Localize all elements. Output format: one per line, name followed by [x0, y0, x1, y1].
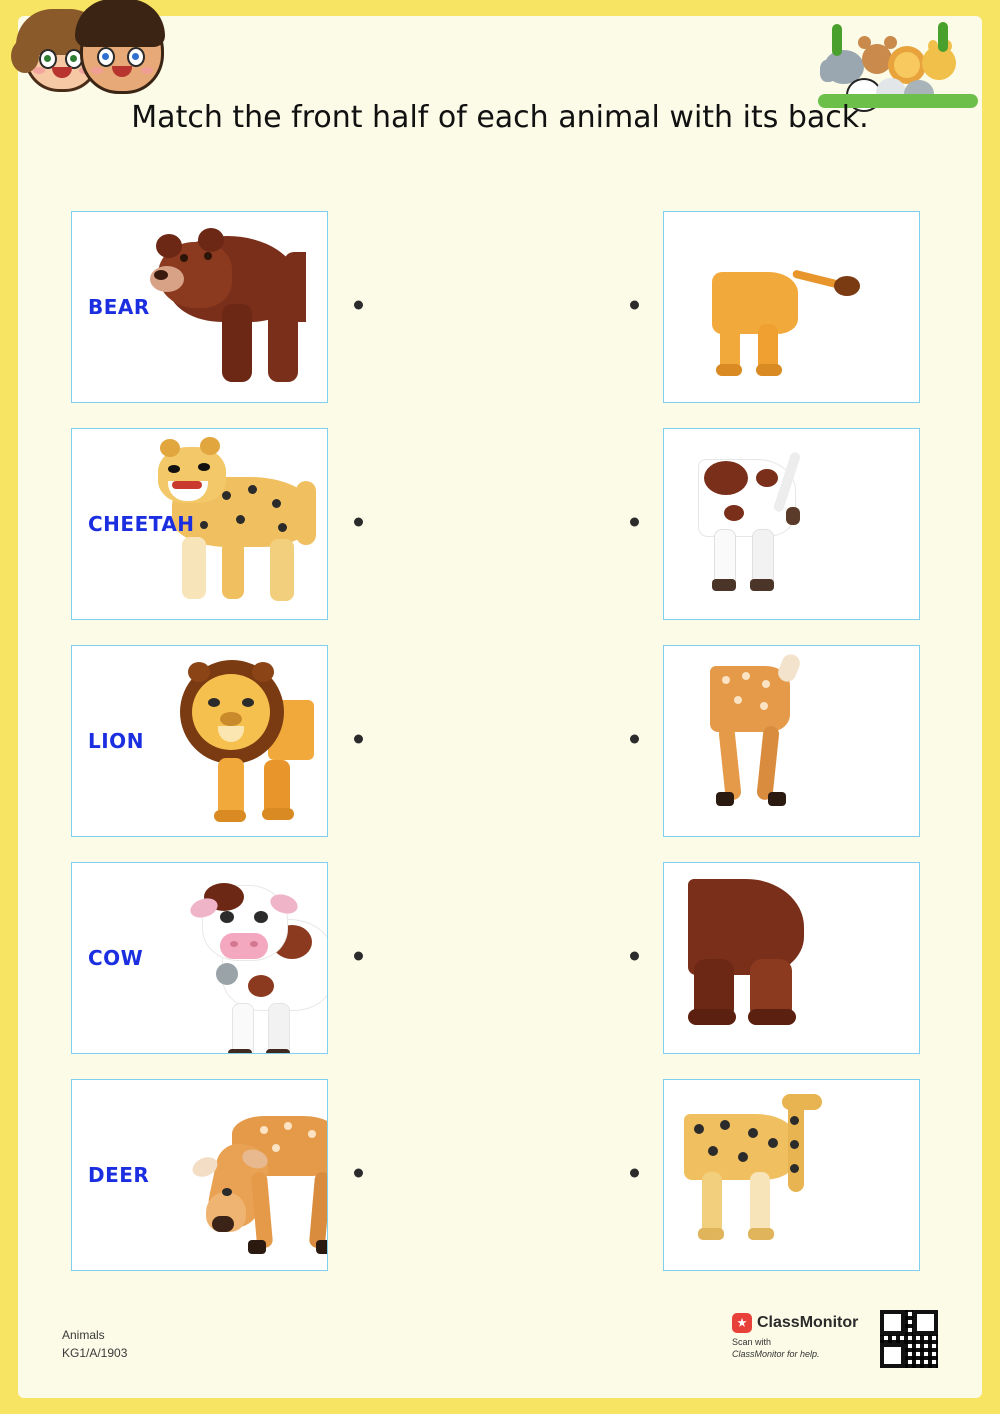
- page-title: Match the front half of each animal with its back.: [131, 100, 869, 135]
- deer-back-icon: [664, 646, 919, 836]
- qr-code[interactable]: [880, 1310, 938, 1368]
- connector-dot-left[interactable]: [354, 517, 363, 526]
- left-card-cow[interactable]: [71, 862, 328, 1054]
- match-row: [18, 1064, 982, 1281]
- worksheet-meta: [62, 1326, 127, 1362]
- right-card-lion-back[interactable]: [663, 211, 920, 403]
- connector-dot-left[interactable]: [354, 1168, 363, 1177]
- match-row: [18, 847, 982, 1064]
- matching-grid: [18, 196, 982, 1281]
- connector-dot-left[interactable]: [354, 734, 363, 743]
- connector-dot-right[interactable]: [630, 517, 639, 526]
- card-label: BEAR: [88, 295, 150, 319]
- left-card-lion[interactable]: [71, 645, 328, 837]
- right-card-deer-back[interactable]: [663, 645, 920, 837]
- card-label: LION: [88, 729, 144, 753]
- subject-label: Animals: [62, 1328, 105, 1342]
- brand-block: [732, 1313, 862, 1360]
- right-card-cheetah-back[interactable]: [663, 1079, 920, 1271]
- bear-back-icon: [664, 863, 919, 1053]
- connector-dot-left[interactable]: [354, 951, 363, 960]
- card-label: CHEETAH: [88, 512, 195, 536]
- scan-line-1: Scan with: [732, 1336, 772, 1347]
- connector-dot-right[interactable]: [630, 951, 639, 960]
- card-label: COW: [88, 946, 144, 970]
- scan-line-2: ClassMonitor for help.: [732, 1348, 820, 1359]
- kids-illustration: [18, 6, 168, 111]
- connector-dot-left[interactable]: [354, 300, 363, 309]
- connector-dot-right[interactable]: [630, 1168, 639, 1177]
- right-card-bear-back[interactable]: [663, 862, 920, 1054]
- right-card-cow-back[interactable]: [663, 428, 920, 620]
- match-row: [18, 196, 982, 413]
- connector-dot-right[interactable]: [630, 300, 639, 309]
- match-row: [18, 413, 982, 630]
- connector-dot-right[interactable]: [630, 734, 639, 743]
- cheetah-back-icon: [664, 1080, 919, 1270]
- worksheet-page: [18, 16, 982, 1398]
- lion-back-icon: [664, 212, 919, 402]
- match-row: [18, 630, 982, 847]
- classmonitor-logo-icon: [732, 1313, 752, 1333]
- left-card-cheetah[interactable]: [71, 428, 328, 620]
- cow-back-icon: [664, 429, 919, 619]
- card-label: DEER: [88, 1163, 150, 1187]
- left-card-bear[interactable]: [71, 211, 328, 403]
- brand-name: ClassMonitor: [757, 1313, 859, 1331]
- left-card-deer[interactable]: [71, 1079, 328, 1271]
- boy-avatar-icon: [80, 8, 164, 94]
- worksheet-code: KG1/A/1903: [62, 1346, 128, 1360]
